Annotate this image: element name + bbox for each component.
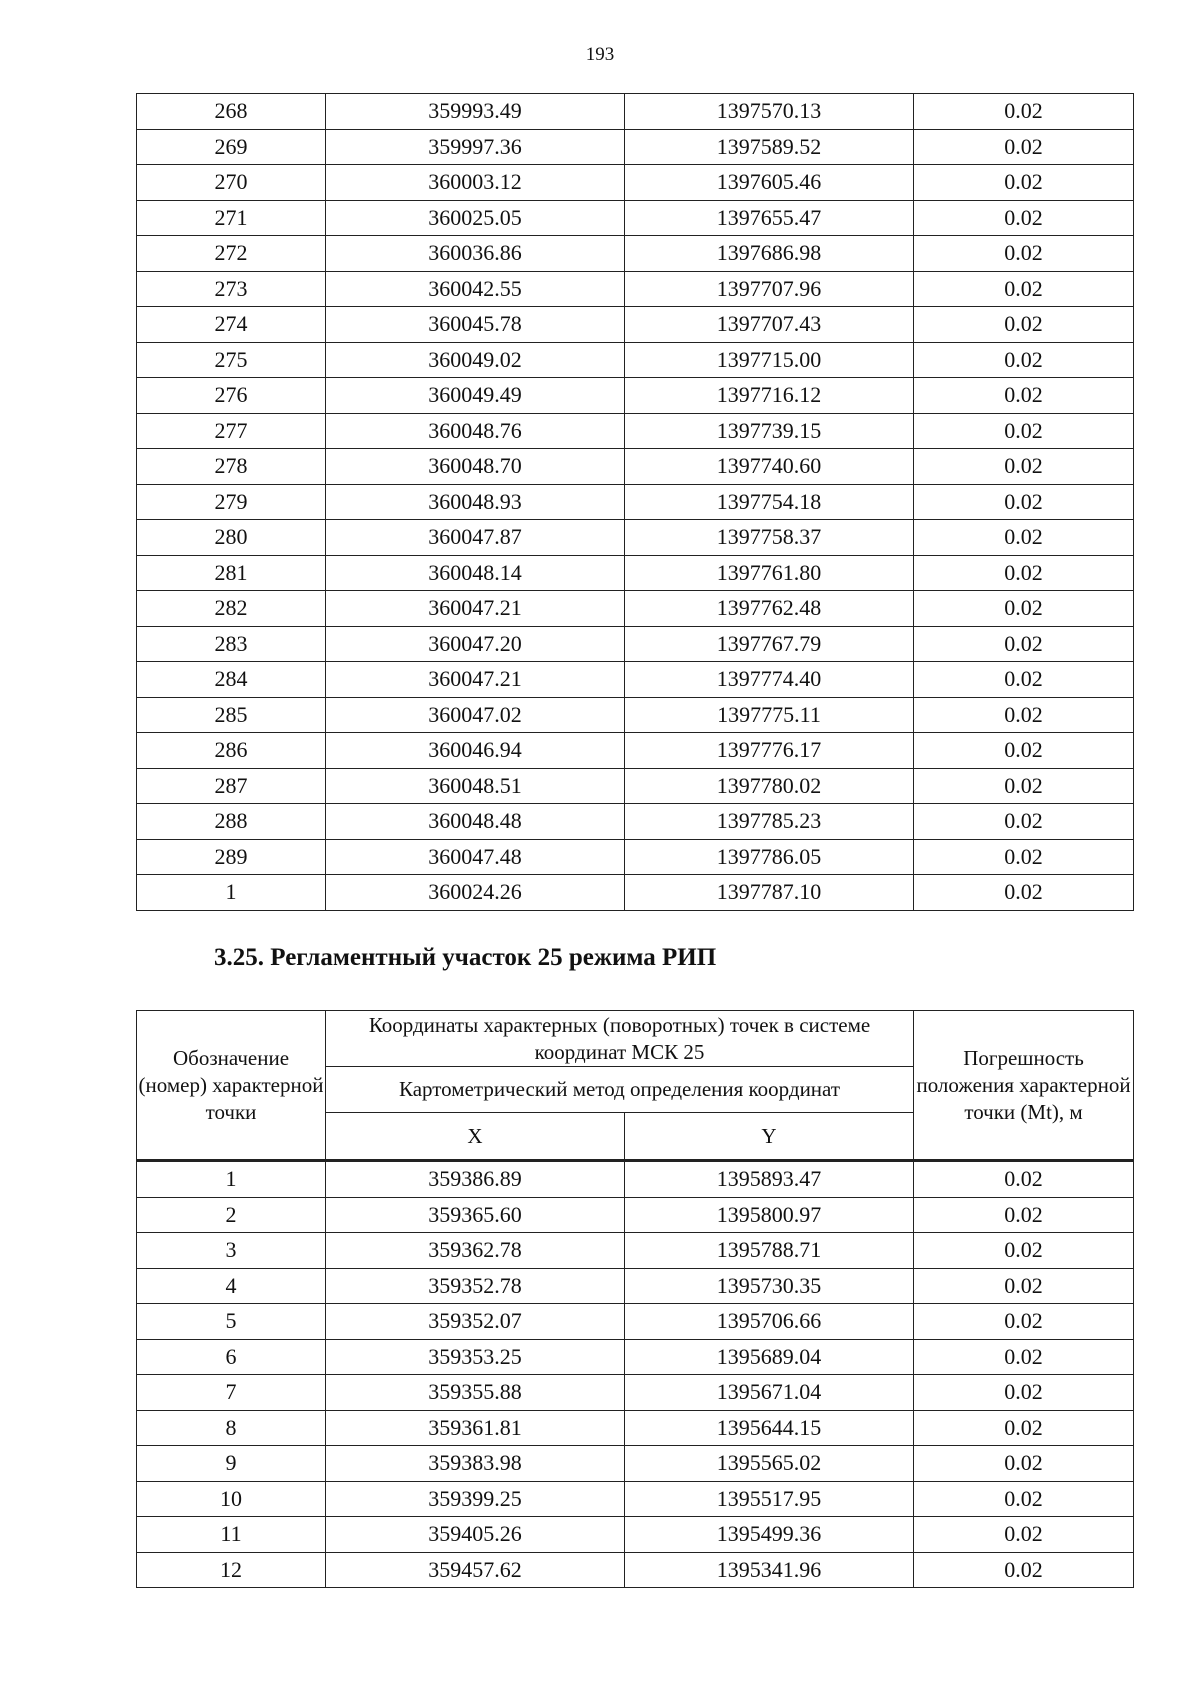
cell-point-number: 2: [137, 1197, 326, 1233]
cell-x: 360042.55: [326, 271, 625, 307]
cell-error: 0.02: [914, 1162, 1134, 1198]
cell-x: 360036.86: [326, 236, 625, 272]
table-row: [137, 449, 1134, 485]
cell-x: 360047.87: [326, 520, 625, 556]
cell-error: 0.02: [914, 697, 1134, 733]
cell-point-number: 273: [137, 271, 326, 307]
cell-y: 1397589.52: [625, 129, 914, 165]
table-row: [137, 1197, 1134, 1233]
cell-point-number: 274: [137, 307, 326, 343]
header-coordinates: Координаты характерных (поворотных) точек в системе координат МСК 25: [326, 1011, 914, 1067]
cell-x: 359352.07: [326, 1304, 625, 1340]
cell-error: 0.02: [914, 1552, 1134, 1588]
table-row: [137, 1268, 1134, 1304]
cell-error: 0.02: [914, 1410, 1134, 1446]
table-row: [137, 1552, 1134, 1588]
cell-error: 0.02: [914, 1197, 1134, 1233]
cell-point-number: 277: [137, 413, 326, 449]
cell-error: 0.02: [914, 1233, 1134, 1269]
cell-y: 1395499.36: [625, 1517, 914, 1553]
table-row: [137, 1481, 1134, 1517]
table-row: [137, 1339, 1134, 1375]
cell-error: 0.02: [914, 1446, 1134, 1482]
cell-y: 1397605.46: [625, 165, 914, 201]
cell-y: 1397740.60: [625, 449, 914, 485]
cell-point-number: 284: [137, 662, 326, 698]
cell-point-number: 4: [137, 1268, 326, 1304]
cell-point-number: 268: [137, 94, 326, 130]
table-row: [137, 1304, 1134, 1340]
cell-error: 0.02: [914, 733, 1134, 769]
cell-x: 360003.12: [326, 165, 625, 201]
cell-error: 0.02: [914, 1375, 1134, 1411]
cell-y: 1397707.96: [625, 271, 914, 307]
cell-x: 360048.93: [326, 484, 625, 520]
table-row: [137, 484, 1134, 520]
table-body: [137, 1162, 1134, 1588]
cell-error: 0.02: [914, 484, 1134, 520]
cell-x: 360025.05: [326, 200, 625, 236]
cell-y: 1397758.37: [625, 520, 914, 556]
cell-x: 359386.89: [326, 1162, 625, 1198]
cell-point-number: 287: [137, 768, 326, 804]
cell-x: 359383.98: [326, 1446, 625, 1482]
cell-y: 1397785.23: [625, 804, 914, 840]
table-row: [137, 804, 1134, 840]
cell-error: 0.02: [914, 591, 1134, 627]
cell-error: 0.02: [914, 1481, 1134, 1517]
table-row: [137, 1162, 1134, 1198]
cell-point-number: 269: [137, 129, 326, 165]
cell-y: 1397761.80: [625, 555, 914, 591]
cell-x: 360047.20: [326, 626, 625, 662]
cell-y: 1395671.04: [625, 1375, 914, 1411]
table-row: [137, 733, 1134, 769]
cell-point-number: 283: [137, 626, 326, 662]
cell-y: 1397754.18: [625, 484, 914, 520]
cell-x: 359362.78: [326, 1233, 625, 1269]
table-row: [137, 591, 1134, 627]
cell-y: 1397739.15: [625, 413, 914, 449]
table-row: [137, 378, 1134, 414]
section-title: 3.25. Регламентный участок 25 режима РИП: [214, 944, 717, 971]
cell-point-number: 282: [137, 591, 326, 627]
cell-y: 1395893.47: [625, 1162, 914, 1198]
cell-y: 1395517.95: [625, 1481, 914, 1517]
table-row: [137, 413, 1134, 449]
cell-error: 0.02: [914, 165, 1134, 201]
table-row: [137, 768, 1134, 804]
cell-point-number: 6: [137, 1339, 326, 1375]
cell-x: 360024.26: [326, 875, 625, 911]
cell-x: 360045.78: [326, 307, 625, 343]
cell-point-number: 5: [137, 1304, 326, 1340]
cell-error: 0.02: [914, 307, 1134, 343]
cell-point-number: 286: [137, 733, 326, 769]
cell-point-number: 8: [137, 1410, 326, 1446]
page-number: 193: [585, 44, 615, 65]
cell-y: 1397776.17: [625, 733, 914, 769]
cell-point-number: 278: [137, 449, 326, 485]
cell-error: 0.02: [914, 1268, 1134, 1304]
header-error: Погрешность положения характерной точки (Mt), м: [914, 1011, 1134, 1161]
cell-point-number: 7: [137, 1375, 326, 1411]
table-row: [137, 129, 1134, 165]
cell-point-number: 1: [137, 1162, 326, 1198]
cell-y: 1395565.02: [625, 1446, 914, 1482]
cell-y: 1397716.12: [625, 378, 914, 414]
cell-error: 0.02: [914, 804, 1134, 840]
table-row: [137, 1446, 1134, 1482]
coordinates-table: [136, 1161, 1134, 1588]
cell-x: 360048.14: [326, 555, 625, 591]
table-row: [137, 271, 1134, 307]
table-row: [137, 94, 1134, 130]
cell-point-number: 11: [137, 1517, 326, 1553]
cell-y: 1397655.47: [625, 200, 914, 236]
cell-x: 360047.21: [326, 591, 625, 627]
cell-y: 1397570.13: [625, 94, 914, 130]
cell-error: 0.02: [914, 662, 1134, 698]
header-point-number: Обозначение (номер) характерной точки: [137, 1011, 326, 1161]
cell-y: 1395800.97: [625, 1197, 914, 1233]
table-row: [137, 1233, 1134, 1269]
cell-y: 1395706.66: [625, 1304, 914, 1340]
cell-y: 1397786.05: [625, 839, 914, 875]
cell-x: 360049.02: [326, 342, 625, 378]
cell-point-number: 271: [137, 200, 326, 236]
cell-point-number: 288: [137, 804, 326, 840]
cell-y: 1395689.04: [625, 1339, 914, 1375]
cell-point-number: 12: [137, 1552, 326, 1588]
cell-x: 360048.51: [326, 768, 625, 804]
cell-y: 1397715.00: [625, 342, 914, 378]
cell-y: 1397707.43: [625, 307, 914, 343]
cell-x: 360047.48: [326, 839, 625, 875]
cell-y: 1395644.15: [625, 1410, 914, 1446]
cell-x: 359997.36: [326, 129, 625, 165]
cell-y: 1397686.98: [625, 236, 914, 272]
cell-point-number: 9: [137, 1446, 326, 1482]
cell-x: 360048.48: [326, 804, 625, 840]
cell-error: 0.02: [914, 768, 1134, 804]
cell-error: 0.02: [914, 94, 1134, 130]
table-row: [137, 662, 1134, 698]
cell-point-number: 285: [137, 697, 326, 733]
cell-error: 0.02: [914, 236, 1134, 272]
table-row: [137, 1410, 1134, 1446]
table-row: [137, 236, 1134, 272]
cell-point-number: 275: [137, 342, 326, 378]
table-body: [137, 94, 1134, 911]
cell-error: 0.02: [914, 555, 1134, 591]
cell-error: 0.02: [914, 1339, 1134, 1375]
cell-y: 1395788.71: [625, 1233, 914, 1269]
cell-y: 1397767.79: [625, 626, 914, 662]
cell-error: 0.02: [914, 1517, 1134, 1553]
table-row: [137, 1375, 1134, 1411]
cell-point-number: 280: [137, 520, 326, 556]
table-row: [137, 520, 1134, 556]
coordinates-table-header: [136, 1010, 1134, 1161]
cell-error: 0.02: [914, 271, 1134, 307]
cell-x: 360047.02: [326, 697, 625, 733]
cell-point-number: 281: [137, 555, 326, 591]
cell-error: 0.02: [914, 875, 1134, 911]
table-row: [137, 697, 1134, 733]
cell-point-number: 276: [137, 378, 326, 414]
table-row: [137, 307, 1134, 343]
table-row: [137, 626, 1134, 662]
cell-x: 359457.62: [326, 1552, 625, 1588]
table-row: [137, 200, 1134, 236]
cell-error: 0.02: [914, 129, 1134, 165]
cell-error: 0.02: [914, 413, 1134, 449]
cell-point-number: 3: [137, 1233, 326, 1269]
table-row: [137, 839, 1134, 875]
cell-error: 0.02: [914, 449, 1134, 485]
cell-x: 359355.88: [326, 1375, 625, 1411]
cell-y: 1397762.48: [625, 591, 914, 627]
cell-x: 360049.49: [326, 378, 625, 414]
cell-point-number: 10: [137, 1481, 326, 1517]
table-row: [137, 555, 1134, 591]
header-y: Y: [625, 1113, 914, 1161]
cell-x: 360048.70: [326, 449, 625, 485]
cell-x: 359399.25: [326, 1481, 625, 1517]
cell-error: 0.02: [914, 378, 1134, 414]
cell-x: 360047.21: [326, 662, 625, 698]
cell-x: 359352.78: [326, 1268, 625, 1304]
cell-x: 360046.94: [326, 733, 625, 769]
cell-y: 1397787.10: [625, 875, 914, 911]
cell-x: 359405.26: [326, 1517, 625, 1553]
cell-x: 360048.76: [326, 413, 625, 449]
cell-point-number: 289: [137, 839, 326, 875]
table-row: [137, 1517, 1134, 1553]
cell-point-number: 272: [137, 236, 326, 272]
cell-y: 1397780.02: [625, 768, 914, 804]
cell-error: 0.02: [914, 520, 1134, 556]
table-row: [137, 342, 1134, 378]
table-row: [137, 165, 1134, 201]
cell-x: 359353.25: [326, 1339, 625, 1375]
coordinates-table-continued: [136, 93, 1134, 911]
cell-y: 1395341.96: [625, 1552, 914, 1588]
cell-y: 1397774.40: [625, 662, 914, 698]
cell-y: 1395730.35: [625, 1268, 914, 1304]
cell-error: 0.02: [914, 839, 1134, 875]
cell-point-number: 1: [137, 875, 326, 911]
cell-x: 359361.81: [326, 1410, 625, 1446]
header-x: X: [326, 1113, 625, 1161]
cell-point-number: 270: [137, 165, 326, 201]
cell-y: 1397775.11: [625, 697, 914, 733]
cell-x: 359365.60: [326, 1197, 625, 1233]
cell-error: 0.02: [914, 200, 1134, 236]
cell-error: 0.02: [914, 1304, 1134, 1340]
cell-point-number: 279: [137, 484, 326, 520]
table-row: [137, 875, 1134, 911]
cell-error: 0.02: [914, 626, 1134, 662]
cell-x: 359993.49: [326, 94, 625, 130]
cell-error: 0.02: [914, 342, 1134, 378]
header-method: Картометрический метод определения координат: [326, 1067, 914, 1113]
